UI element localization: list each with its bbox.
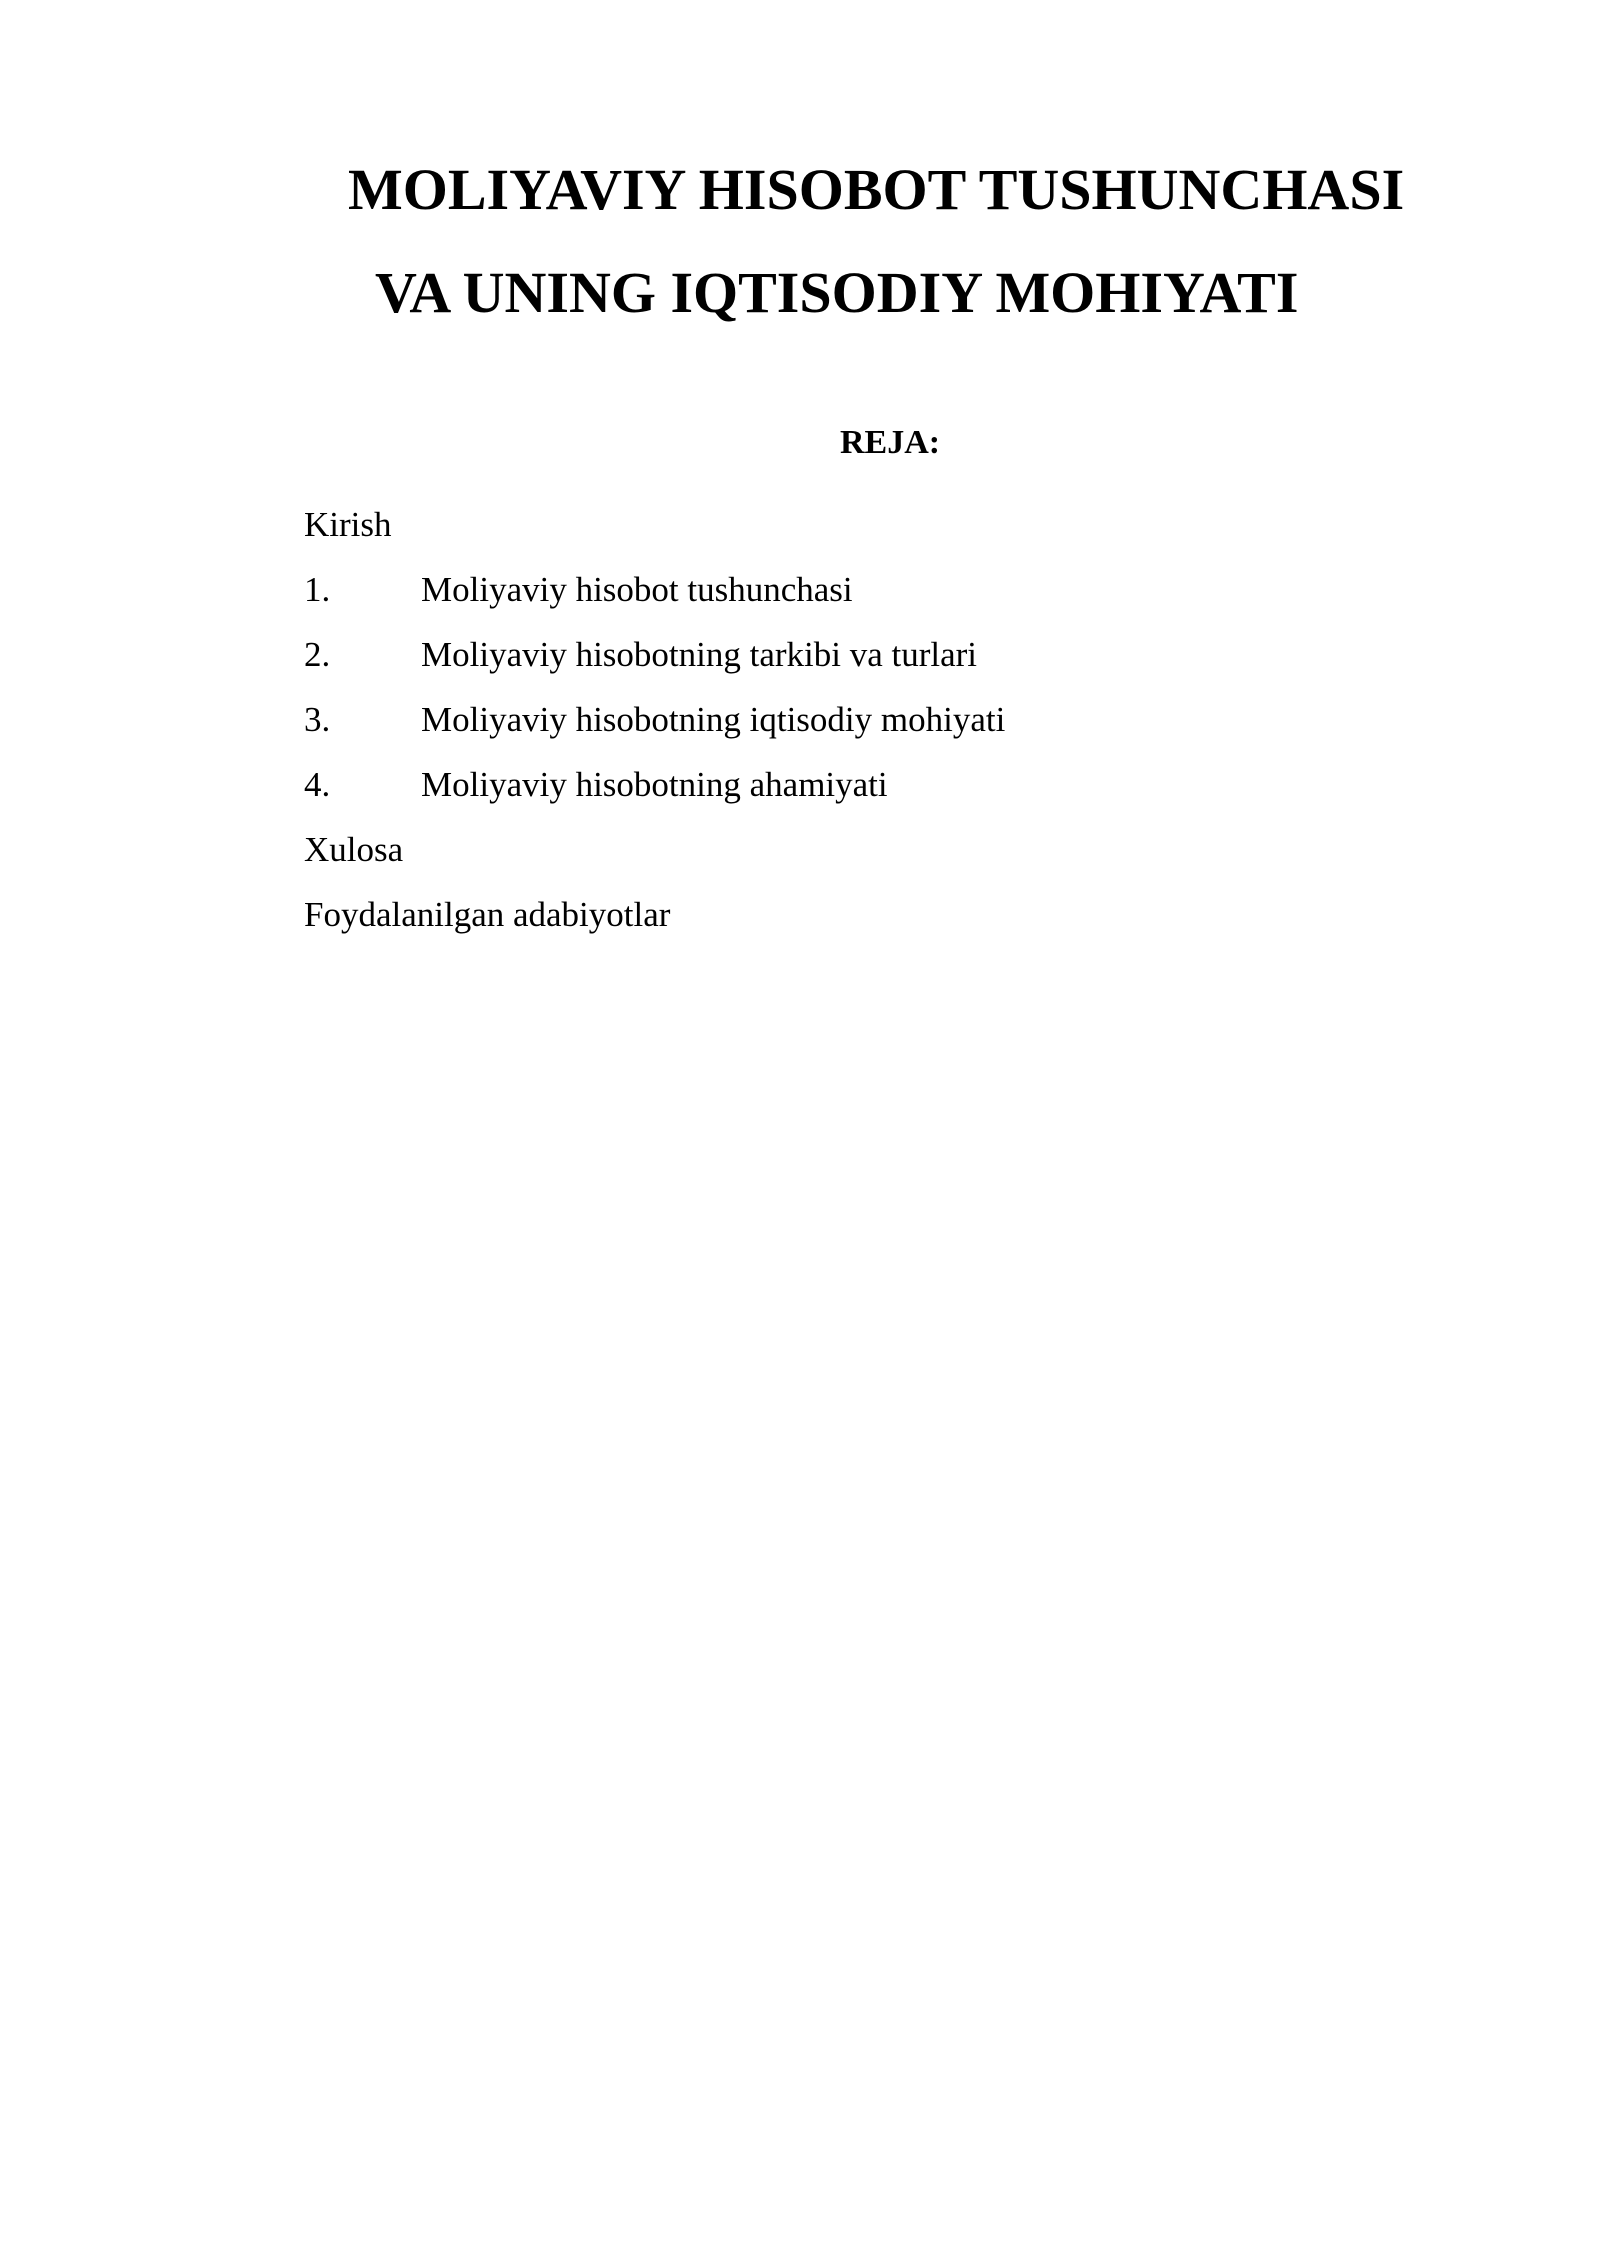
- plan-item-text: Moliyaviy hisobot tushunchasi: [421, 570, 853, 609]
- plan-item-references: [304, 882, 1005, 947]
- plan-item-number: 4.: [304, 765, 331, 804]
- document-title-line-2: VA UNING IQTISODIY MOHIYATI: [375, 260, 1299, 325]
- plan-item: [304, 557, 1005, 622]
- plan-item: [304, 687, 1005, 752]
- plan-item-number: 2.: [304, 635, 331, 674]
- plan-item: [304, 622, 1005, 687]
- plan-item-text: Moliyaviy hisobotning ahamiyati: [421, 765, 888, 804]
- plan-item-text: Moliyaviy hisobotning iqtisodiy mohiyati: [421, 700, 1006, 739]
- plan-item: [304, 752, 1005, 817]
- plan-item-conclusion: [304, 817, 1005, 882]
- plan-item-text: Moliyaviy hisobotning tarkibi va turlari: [421, 635, 978, 674]
- plan-item-intro: [304, 492, 1005, 557]
- plan-item-text: Kirish: [304, 505, 392, 544]
- document-title-line-1: MOLIYAVIY HISOBOT TUSHUNCHASI: [348, 157, 1405, 222]
- plan-item-text: Xulosa: [304, 830, 404, 869]
- plan-heading: REJA:: [840, 424, 941, 461]
- plan-item-number: 3.: [304, 700, 331, 739]
- plan-list: [304, 492, 1005, 947]
- plan-item-text: Foydalanilgan adabiyotlar: [304, 895, 671, 934]
- plan-item-number: 1.: [304, 570, 331, 609]
